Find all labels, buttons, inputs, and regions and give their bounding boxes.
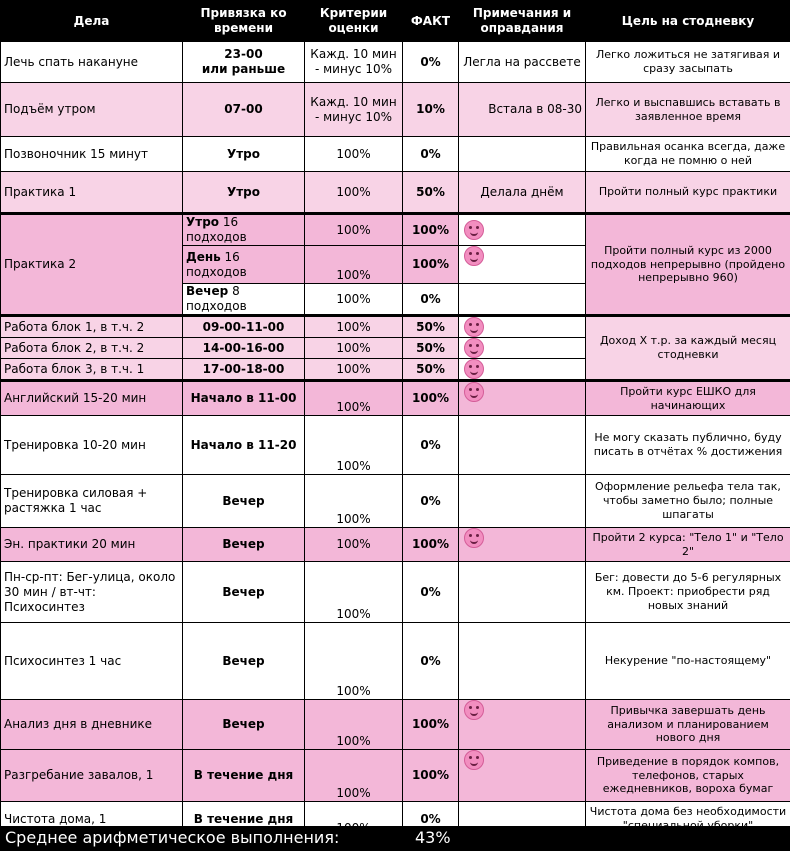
smiley-icon: [464, 382, 484, 402]
goal-cell: Приведение в порядок компов, телефонов, старых ежедневников, вороха бумаг: [586, 750, 790, 802]
fact-cell: 50%: [403, 359, 459, 381]
criteria-cell: 100%: [305, 475, 403, 528]
average-label: Среднее арифметическое выполнения:: [5, 828, 340, 847]
time-text: 16 подходов: [186, 249, 247, 279]
note-cell: [459, 623, 586, 700]
fact-cell: 0%: [403, 284, 459, 316]
time-cell: Начало в 11-20: [183, 416, 305, 475]
time-cell: В течение дня: [183, 750, 305, 802]
goal-cell: Правильная осанка всегда, даже когда не помню о ней: [586, 137, 790, 172]
smiley-icon: [464, 700, 484, 720]
note-cell: Делала днём: [459, 172, 586, 214]
note-cell: Встала в 08-30: [459, 83, 586, 137]
fact-cell: 0%: [403, 623, 459, 700]
task-cell: Тренировка 10-20 мин: [1, 416, 183, 475]
summary-footer: [0, 826, 790, 851]
table-row: [1, 475, 790, 528]
note-cell: [459, 246, 586, 284]
goal-cell: Привычка завершать день анализом и планированием нового дня: [586, 700, 790, 750]
task-cell: Чистота дома, 1: [1, 802, 183, 837]
goal-cell: Пройти полный курс практики: [586, 172, 790, 214]
time-cell: Вечер: [183, 562, 305, 623]
goal-cell: Доход X т.р. за каждый месяц стодневки: [586, 316, 790, 381]
average-value: 43%: [415, 828, 451, 847]
task-cell: Пн-ср-пт: Бег-улица, около 30 мин / вт-чт: Психосинтез: [1, 562, 183, 623]
criteria-cell: Кажд. 10 мин - минус 10%: [305, 42, 403, 83]
smiley-icon: [464, 528, 484, 548]
task-cell: Разгребание завалов, 1: [1, 750, 183, 802]
task-cell: Работа блок 1, в т.ч. 2: [1, 316, 183, 338]
task-cell: Практика 2: [1, 214, 183, 316]
table-row: [1, 42, 790, 83]
fact-cell: 0%: [403, 475, 459, 528]
task-cell: Эн. практики 20 мин: [1, 528, 183, 562]
goal-cell: Легко ложиться не затягивая и сразу засыпать: [586, 42, 790, 83]
time-text: 8 подходов: [186, 284, 247, 313]
time-cell: Вечер: [183, 623, 305, 700]
task-cell: Работа блок 3, в т.ч. 1: [1, 359, 183, 381]
time-cell: Утро: [183, 137, 305, 172]
fact-cell: 100%: [403, 214, 459, 246]
task-cell: Подъём утром: [1, 83, 183, 137]
table-row: [1, 700, 790, 750]
fact-cell: 0%: [403, 137, 459, 172]
fact-cell: 0%: [403, 802, 459, 837]
smiley-icon: [464, 220, 484, 240]
time-line-2: или раньше: [201, 62, 286, 76]
note-cell: [459, 528, 586, 562]
smiley-icon: [464, 338, 484, 358]
note-cell: [459, 137, 586, 172]
time-line: 23-00: [224, 47, 263, 61]
criteria-cell: 100%: [305, 416, 403, 475]
fact-cell: 100%: [403, 246, 459, 284]
criteria-cell: 100%: [305, 284, 403, 316]
note-cell: [459, 359, 586, 381]
fact-cell: 100%: [403, 700, 459, 750]
criteria-cell: 100%: [305, 338, 403, 359]
table-row: [1, 172, 790, 214]
fact-cell: 100%: [403, 528, 459, 562]
goal-cell: Не могу сказать публично, буду писать в отчётах % достижения: [586, 416, 790, 475]
note-cell: [459, 475, 586, 528]
note-cell: [459, 700, 586, 750]
table-row: [1, 316, 790, 338]
table-row: [1, 562, 790, 623]
time-cell: Вечер: [183, 700, 305, 750]
task-cell: Психосинтез 1 час: [1, 623, 183, 700]
note-cell: [459, 316, 586, 338]
table-row: [1, 623, 790, 700]
fact-cell: 50%: [403, 338, 459, 359]
fact-cell: 0%: [403, 416, 459, 475]
table-row: [1, 137, 790, 172]
goal-cell: Пройти полный курс из 2000 подходов непрерывно (пройдено непрерывно 960): [586, 214, 790, 316]
table-row: [1, 416, 790, 475]
fact-cell: 10%: [403, 83, 459, 137]
criteria-cell: 100%: [305, 528, 403, 562]
criteria-cell: 100%: [305, 316, 403, 338]
time-bold: День: [186, 249, 221, 264]
time-cell: Вечер: [183, 475, 305, 528]
goal-cell: Пройти курс ЕШКО для начинающих: [586, 381, 790, 416]
header-time: Привязка ко времени: [183, 1, 305, 42]
time-cell: 14-00-16-00: [183, 338, 305, 359]
criteria-cell: 100%: [305, 381, 403, 416]
task-cell: Лечь спать накануне: [1, 42, 183, 83]
smiley-icon: [464, 359, 484, 379]
time-cell: [183, 214, 305, 246]
goal-cell: Оформление рельефа тела так, чтобы заметно было; полные шпагаты: [586, 475, 790, 528]
criteria-cell: Кажд. 10 мин - минус 10%: [305, 83, 403, 137]
goal-cell: Легко и выспавшись вставать в заявленное время: [586, 83, 790, 137]
goal-cell: Чистота дома без необходимости: [586, 802, 790, 837]
criteria-cell: 100%: [305, 750, 403, 802]
time-cell: В течение дня: [183, 802, 305, 837]
note-cell: [459, 750, 586, 802]
time-cell: [183, 246, 305, 284]
table-row: [1, 750, 790, 802]
criteria-cell: 100%: [305, 359, 403, 381]
fact-cell: 100%: [403, 381, 459, 416]
smiley-icon: [464, 246, 484, 266]
task-cell: Анализ дня в дневнике: [1, 700, 183, 750]
criteria-cell: 100%: [305, 214, 403, 246]
note-cell: [459, 284, 586, 316]
task-cell: Тренировка силовая + растяжка 1 час: [1, 475, 183, 528]
smiley-icon: [464, 750, 484, 770]
task-cell: Позвоночник 15 минут: [1, 137, 183, 172]
goal-cell: Пройти 2 курса: "Тело 1" и "Тело 2": [586, 528, 790, 562]
time-cell: Утро: [183, 172, 305, 214]
time-bold: Вечер: [186, 284, 229, 298]
note-cell: [459, 338, 586, 359]
note-cell: [459, 381, 586, 416]
task-cell: Английский 15-20 мин: [1, 381, 183, 416]
fact-cell: 50%: [403, 172, 459, 214]
criteria-cell: 100%: [305, 137, 403, 172]
time-cell: 09-00-11-00: [183, 316, 305, 338]
goal-cell: Бег: довести до 5-6 регулярных км. Проект: приобрести ряд новых знаний: [586, 562, 790, 623]
table-row: [1, 214, 790, 246]
time-cell: [183, 284, 305, 316]
time-cell: Вечер: [183, 528, 305, 562]
header-goal: Цель на стодневку: [586, 1, 790, 42]
header-row: [1, 1, 790, 42]
criteria-cell: 100%: [305, 623, 403, 700]
table-row: [1, 528, 790, 562]
time-text: 16 подходов: [186, 215, 247, 244]
task-cell: Работа блок 2, в т.ч. 2: [1, 338, 183, 359]
criteria-cell: 100%: [305, 562, 403, 623]
table-row: [1, 381, 790, 416]
time-cell: 07-00: [183, 83, 305, 137]
task-cell: Практика 1: [1, 172, 183, 214]
time-cell: [183, 42, 305, 83]
time-cell: Начало в 11-00: [183, 381, 305, 416]
header-notes: Примечания и оправдания: [459, 1, 586, 42]
fact-cell: 100%: [403, 750, 459, 802]
header-tasks: Дела: [1, 1, 183, 42]
note-cell: [459, 416, 586, 475]
smiley-icon: [464, 317, 484, 337]
fact-cell: 50%: [403, 316, 459, 338]
time-bold: Утро: [186, 215, 220, 229]
note-cell: Легла на рассвете: [459, 42, 586, 83]
goal-cell: Некурение "по-настоящему": [586, 623, 790, 700]
criteria-cell: 100%: [305, 246, 403, 284]
note-cell: [459, 562, 586, 623]
time-cell: 17-00-18-00: [183, 359, 305, 381]
fact-cell: 0%: [403, 42, 459, 83]
fact-cell: 0%: [403, 562, 459, 623]
note-cell: [459, 214, 586, 246]
criteria-cell: 100%: [305, 172, 403, 214]
header-criteria: Критерии оценки: [305, 1, 403, 42]
criteria-cell: 100%: [305, 700, 403, 750]
table-row: [1, 83, 790, 137]
header-fact: ФАКТ: [403, 1, 459, 42]
